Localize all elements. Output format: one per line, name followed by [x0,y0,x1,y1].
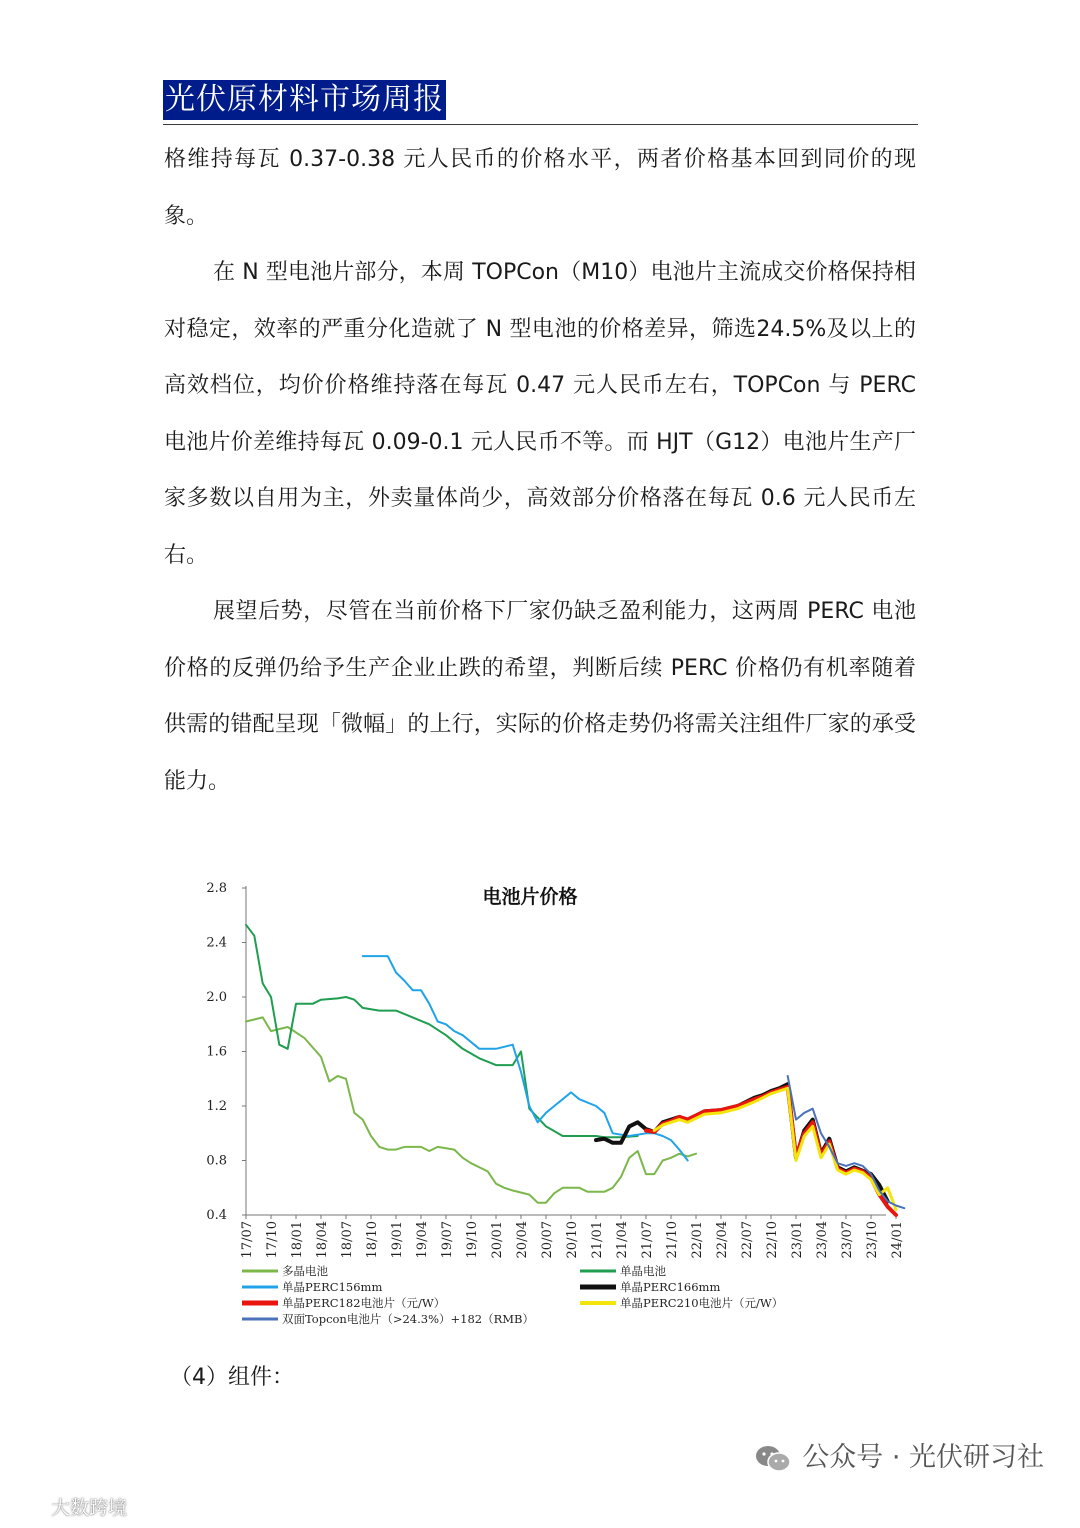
x-tick-label: 21/10 [665,1221,680,1259]
paragraph: 在 N 型电池片部分，本周 TOPCon（M10）电池片主流成交价格保持相对稳定，效率的严重分化造就了 N 型电池的价格差异，筛选24.5%及以上的高效档位，均价价格维持落在每瓦 0.47 元人民币左右，TOPCon 与 PERC 电池片价差维持每瓦 0.09-0.1 元人民币不等。而 HJT（G12）电池片生产厂家多数以自用为主，外卖量体尚少，高效部分价格落在每瓦 0.6 元人民币左右。 [164,260,916,568]
y-tick-label: 0.8 [206,1153,227,1169]
watermark-text: 公众号 · 光伏研习社 [802,1442,1044,1473]
x-tick-label: 17/07 [240,1221,255,1259]
y-tick-label: 2.8 [206,881,227,896]
series-line [363,956,688,1160]
chart-title: 电池片价格 [482,886,578,908]
corner-watermark [8,1494,127,1522]
x-tick-label: 18/10 [365,1221,380,1259]
x-tick-label: 21/04 [615,1221,630,1259]
series-line [246,925,638,1138]
legend-label: 多晶电池 [282,1264,328,1278]
legend-label: 单晶PERC210电池片（元/W） [620,1296,784,1310]
legend-label: 单晶PERC166mm [620,1280,721,1294]
x-tick-label: 19/07 [440,1221,455,1259]
x-tick-label: 18/01 [290,1221,305,1259]
x-tick-label: 19/10 [465,1221,480,1259]
x-tick-label: 23/07 [840,1221,855,1259]
x-tick-label: 20/04 [515,1221,530,1259]
wechat-icon [754,1443,792,1473]
x-tick-label: 18/07 [340,1221,355,1259]
x-tick-label: 22/01 [690,1221,705,1259]
series-line [646,1087,896,1215]
x-tick-label: 22/10 [765,1221,780,1259]
x-tick-label: 22/04 [715,1221,730,1259]
cell-price-chart [196,866,920,1341]
y-tick-label: 2.4 [206,935,227,951]
y-tick-label: 2.0 [206,990,227,1005]
legend-label: 单晶PERC182电池片（元/W） [282,1296,446,1310]
x-tick-label: 21/07 [640,1221,655,1259]
series-line [246,1017,696,1202]
paragraph: 展望后势，尽管在当前价格下厂家仍缺乏盈利能力，这两周 PERC 电池价格的反弹仍给予生产企业止跌的希望，判断后续 PERC 价格仍有机率随着供需的错配呈现「微幅」的上行，实际的价格走势仍将需关注组件厂家的承受能力。 [164,599,916,794]
legend-label: 单晶PERC156mm [282,1280,383,1294]
x-tick-label: 21/01 [590,1221,605,1259]
paragraph: 格维持每瓦 0.37-0.38 元人民币的价格水平，两者价格基本回到同价的现象。 [164,147,916,229]
x-tick-label: 20/10 [565,1221,580,1259]
legend-label: 单晶电池 [620,1264,666,1278]
watermark [754,1438,1044,1478]
x-tick-label: 19/01 [390,1221,405,1259]
series-line [654,1088,896,1209]
x-tick-label: 20/01 [490,1221,505,1259]
x-tick-label: 20/07 [540,1221,555,1259]
report-title: 光伏原材料市场周报 [163,80,446,120]
y-tick-label: 0.4 [206,1208,227,1223]
x-tick-label: 17/10 [265,1221,280,1259]
chart-svg [196,866,920,1341]
legend-label: 双面Topcon电池片（>24.3%）+182（RMB） [282,1312,534,1326]
corner-watermark-text: 大数跨境 [51,1497,128,1519]
x-tick-label: 22/07 [740,1221,755,1259]
x-tick-label: 23/01 [790,1221,805,1259]
series-line [596,1084,888,1201]
page-header [163,78,918,125]
y-tick-label: 1.6 [206,1044,227,1060]
x-tick-label: 23/10 [865,1221,880,1259]
logo-icon [8,1497,48,1519]
x-tick-label: 19/04 [415,1221,430,1259]
y-tick-label: 1.2 [206,1099,227,1114]
section-label: （4）组件： [170,1365,294,1390]
x-tick-label: 23/04 [815,1221,830,1259]
x-tick-label: 24/01 [890,1221,905,1259]
x-tick-label: 18/04 [315,1221,330,1259]
